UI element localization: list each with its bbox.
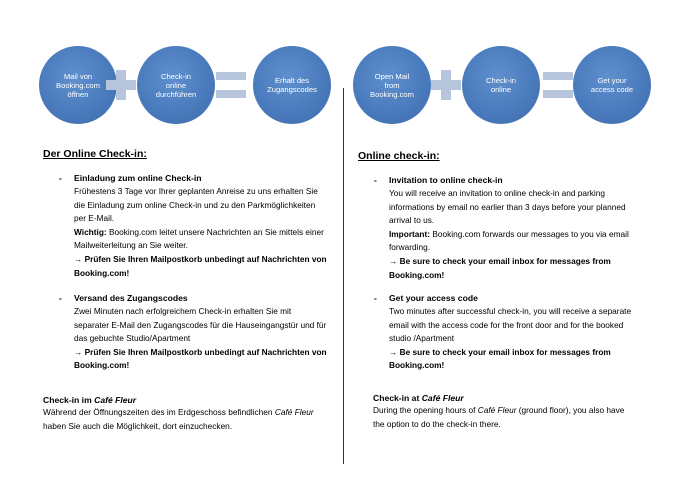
flow-de-result-circle: [253, 46, 331, 124]
de-heading: Der Online Check-in:: [43, 148, 147, 160]
de-item1-line: Frühestens 3 Tage vor Ihrer geplanten Anreise zu uns erhalten Sie: [74, 186, 318, 196]
en-item2-note: Booking.com!: [389, 360, 445, 371]
de-item1-bullet: -: [59, 173, 62, 183]
en-item2-body: [389, 305, 631, 373]
en-item1-title: Invitation to online check-in: [389, 175, 503, 185]
de-cafe-line: haben Sie auch die Möglichkeit, dort einzuchecken.: [43, 420, 233, 431]
en-item1-important: [389, 228, 629, 242]
column-divider: [343, 88, 344, 464]
flow-en-step1-label: Open Mail from Booking.com: [370, 71, 414, 99]
de-cafe-title: [43, 395, 136, 405]
de-cafe-text: Während der Öffnungszeiten des im Erdgeschoss befindlichen: [43, 407, 275, 417]
en-item2-bullet: -: [374, 293, 377, 303]
de-cafe-body: [43, 406, 314, 433]
de-item2-line: das gebuchte Studio/Apartment: [74, 333, 191, 344]
plus-icon: [106, 70, 136, 100]
equals-icon: [216, 72, 246, 98]
de-item2-note: Booking.com!: [74, 360, 130, 371]
flow-en-result-circle: [573, 46, 651, 124]
de-important-label: Wichtig:: [74, 226, 107, 237]
en-item1-line: informations by email no earlier than 3 days before your planned: [389, 201, 626, 212]
en-item1-body: [389, 187, 629, 282]
flow-de-result-label: Erhalt des Zugangscodes: [267, 76, 317, 94]
equals-icon: [543, 72, 573, 98]
en-cafe-title-prefix: Check-in at: [373, 393, 422, 403]
flow-de-step2-circle: [137, 46, 215, 124]
flow-en-result-label: Get your access code: [590, 76, 634, 94]
plus-icon: [431, 70, 461, 100]
en-cafe-line: the option to do the check-in there.: [373, 418, 501, 429]
de-cafe-title-prefix: Check-in im: [43, 395, 95, 405]
de-item1-line: Booking.com leitet unsere Nachrichten an Sie mittels einer: [106, 226, 324, 237]
en-heading: Online check-in:: [358, 150, 440, 162]
de-item1-line: per E-Mail.: [74, 213, 115, 224]
en-cafe-text: During the opening hours of: [373, 405, 478, 415]
de-item1-line: Mailweiterleitung an Sie weiter.: [74, 240, 188, 251]
de-item2-bullet: -: [59, 293, 62, 303]
en-item2-title: Get your access code: [389, 293, 478, 303]
en-item1-line: Booking.com forwards our messages to you via email: [430, 228, 629, 239]
en-cafe-title: [373, 393, 464, 403]
en-cafe-line: [373, 404, 624, 418]
de-item2-note: → Prüfen Sie Ihren Mailpostkorb unbedingt auf Nachrichten von: [74, 346, 327, 357]
en-cafe-name: Café Fleur: [477, 405, 517, 415]
en-item1-note: → Be sure to check your email inbox for messages from: [389, 255, 611, 266]
en-cafe-body: [373, 404, 624, 431]
de-item1-note: Booking.com!: [74, 267, 130, 278]
de-item2-line: separater E-Mail den Zugangscodes für die Hauseingangstür und für: [74, 319, 327, 330]
de-item1-line: die Einladung zum online Check-in und zu den Parkmöglichkeiten: [74, 199, 316, 210]
de-item1-title: Einladung zum online Check-in: [74, 173, 202, 183]
en-item1-note: Booking.com!: [389, 269, 445, 280]
en-item1-bullet: -: [374, 175, 377, 185]
flow-en-step2-circle: [462, 46, 540, 124]
de-item2-body: [74, 305, 327, 373]
en-item2-line: studio /Apartment: [389, 333, 455, 344]
en-item1-line: arrival to us.: [389, 215, 435, 226]
en-item1-line: forwarding.: [389, 242, 431, 253]
en-item2-line: email with the access code for the front door and for the booked: [389, 319, 624, 330]
en-item2-note: → Be sure to check your email inbox for messages from: [389, 346, 611, 357]
flow-de-step2-label: Check-in online durchführen: [155, 71, 197, 99]
en-item2-line: Two minutes after successful check-in, you will receive a separate: [389, 306, 632, 316]
de-item1-note: → Prüfen Sie Ihren Mailpostkorb unbedingt auf Nachrichten von: [74, 253, 327, 264]
de-item1-body: [74, 185, 327, 280]
flow-de-step1-label: Mail von Booking.com öffnen: [56, 71, 100, 99]
flow-en-step1-circle: [353, 46, 431, 124]
de-cafe-line: [43, 406, 314, 420]
de-item1-important: [74, 226, 327, 240]
en-cafe-title-name: Café Fleur: [421, 393, 464, 403]
en-item1-line: You will receive an invitation to online check-in and parking: [389, 188, 606, 198]
en-cafe-text: (ground floor), you also have: [516, 405, 625, 415]
de-item2-line: Zwei Minuten nach erfolgreichem Check-in erhalten Sie mit: [74, 306, 292, 316]
flow-en-step2-label: Check-in online: [486, 76, 516, 94]
de-cafe-title-name: Café Fleur: [94, 395, 137, 405]
de-cafe-name: Café Fleur: [274, 407, 314, 417]
de-item2-title: Versand des Zugangscodes: [74, 293, 188, 303]
en-important-label: Important:: [389, 228, 431, 239]
